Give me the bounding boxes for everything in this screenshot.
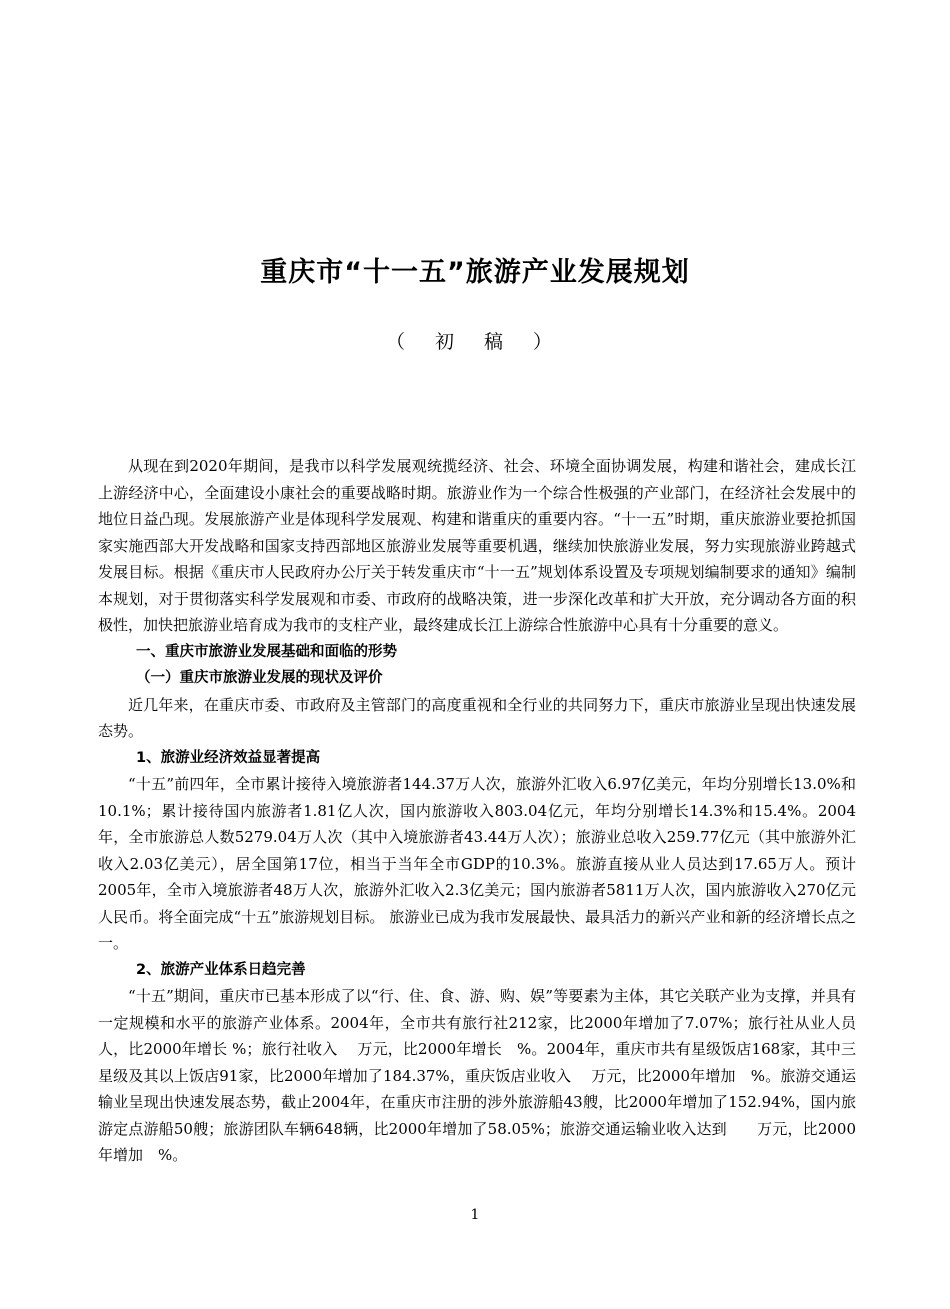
point-heading-2: 2、旅游产业体系日趋完善: [136, 961, 306, 978]
subsection-heading-1: （一）重庆市旅游业发展的现状及评价: [136, 670, 383, 686]
page-number: 1: [470, 1207, 480, 1223]
industry-paragraph: “十五”期间，重庆市已基本形成了以“行、住、食、游、购、娱”等要素为主体，其它关联产业为支撑，并具有一定规模和水平的旅游产业体系。2004年，全市共有旅行社212家，比2000年增加了7.07%；旅行社从业人员 人，比2000年增长 %；旅行社收入 万元，比2000年增长 %。2004年，重庆市共有星级饭店168家，其中三星级及其以上饭店91家，比2000年增加了184.37%，重庆饭店业收入 万元，比2000年增加 %。旅游交通运输业呈现出快速发展态势，截止2004年，在重庆市注册的涉外旅游船43艘，比2000年增加了152.94%，国内旅游定点游船50艘；旅游团队车辆648辆，比2000年增加了58.05%；旅游交通运输业收入达到 万元，比2000年增加 %。: [98, 987, 872, 1164]
point-heading-1: 1、旅游业经济效益显著提高: [136, 749, 321, 766]
economic-paragraph: “十五”前四年，全市累计接待入境旅游者144.37万人次，旅游外汇收入6.97亿美元，年均分别增长13.0%和10.1%；累计接待国内旅游者1.81亿人次，国内旅游收入803.04亿元，年均分别增长14.3%和15.4%。2004年，全市旅游总人数5279.04万人次（其中入境旅游者43.44万人次）；旅游业总收入259.77亿元（其中旅游外汇收入2.03亿美元），居全国第17位，相当于当年全市GDP的10.3%。旅游直接从业人员达到17.65万人。预计2005年，全市入境旅游者48万人次，旅游外汇收入2.3亿美元；国内旅游者5811万人次，国内旅游收入270亿元人民币。将全面完成“十五”旅游规划目标。 旅游业已成为我市发展最快、最具活力的新兴产业和新的经济增长点之一。: [98, 775, 856, 952]
document-title: 重庆市“十一五”旅游产业发展规划: [260, 257, 690, 288]
intro-paragraph: 从现在到2020年期间，是我市以科学发展观统揽经济、社会、环境全面协调发展，构建和谐社会，建成长江上游经济中心，全面建设小康社会的重要战略时期。旅游业作为一个综合性极强的产业部门，在经济社会发展中的地位日益凸现。发展旅游产业是体现科学发展观、构建和谐重庆的重要内容。“十一五”时期，重庆旅游业要抢抓国家实施西部大开发战略和国家支持西部地区旅游业发展等重要机遇，继续加快旅游业发展，努力实现旅游业跨越式发展目标。根据《重庆市人民政府办公厅关于转发重庆市“十一五”规划体系设置及专项规划编制要求的通知》编制本规划，对于贯彻落实科学发展观和市委、市政府的战略决策，进一步深化改革和扩大开放，充分调动各方面的积极性，加快把旅游业培育成为我市的支柱产业，最终建成长江上游综合性旅游中心具有十分重要的意义。: [98, 457, 856, 634]
status-paragraph: 近几年来，在重庆市委、市政府及主管部门的高度重视和全行业的共同努力下，重庆市旅游业呈现出快速发展态势。: [98, 695, 856, 740]
document-subtitle: （ 初 稿 ）: [385, 331, 565, 353]
document-body: [98, 453, 872, 1169]
section-heading-1: 一、重庆市旅游业发展基础和面临的形势: [136, 643, 397, 660]
